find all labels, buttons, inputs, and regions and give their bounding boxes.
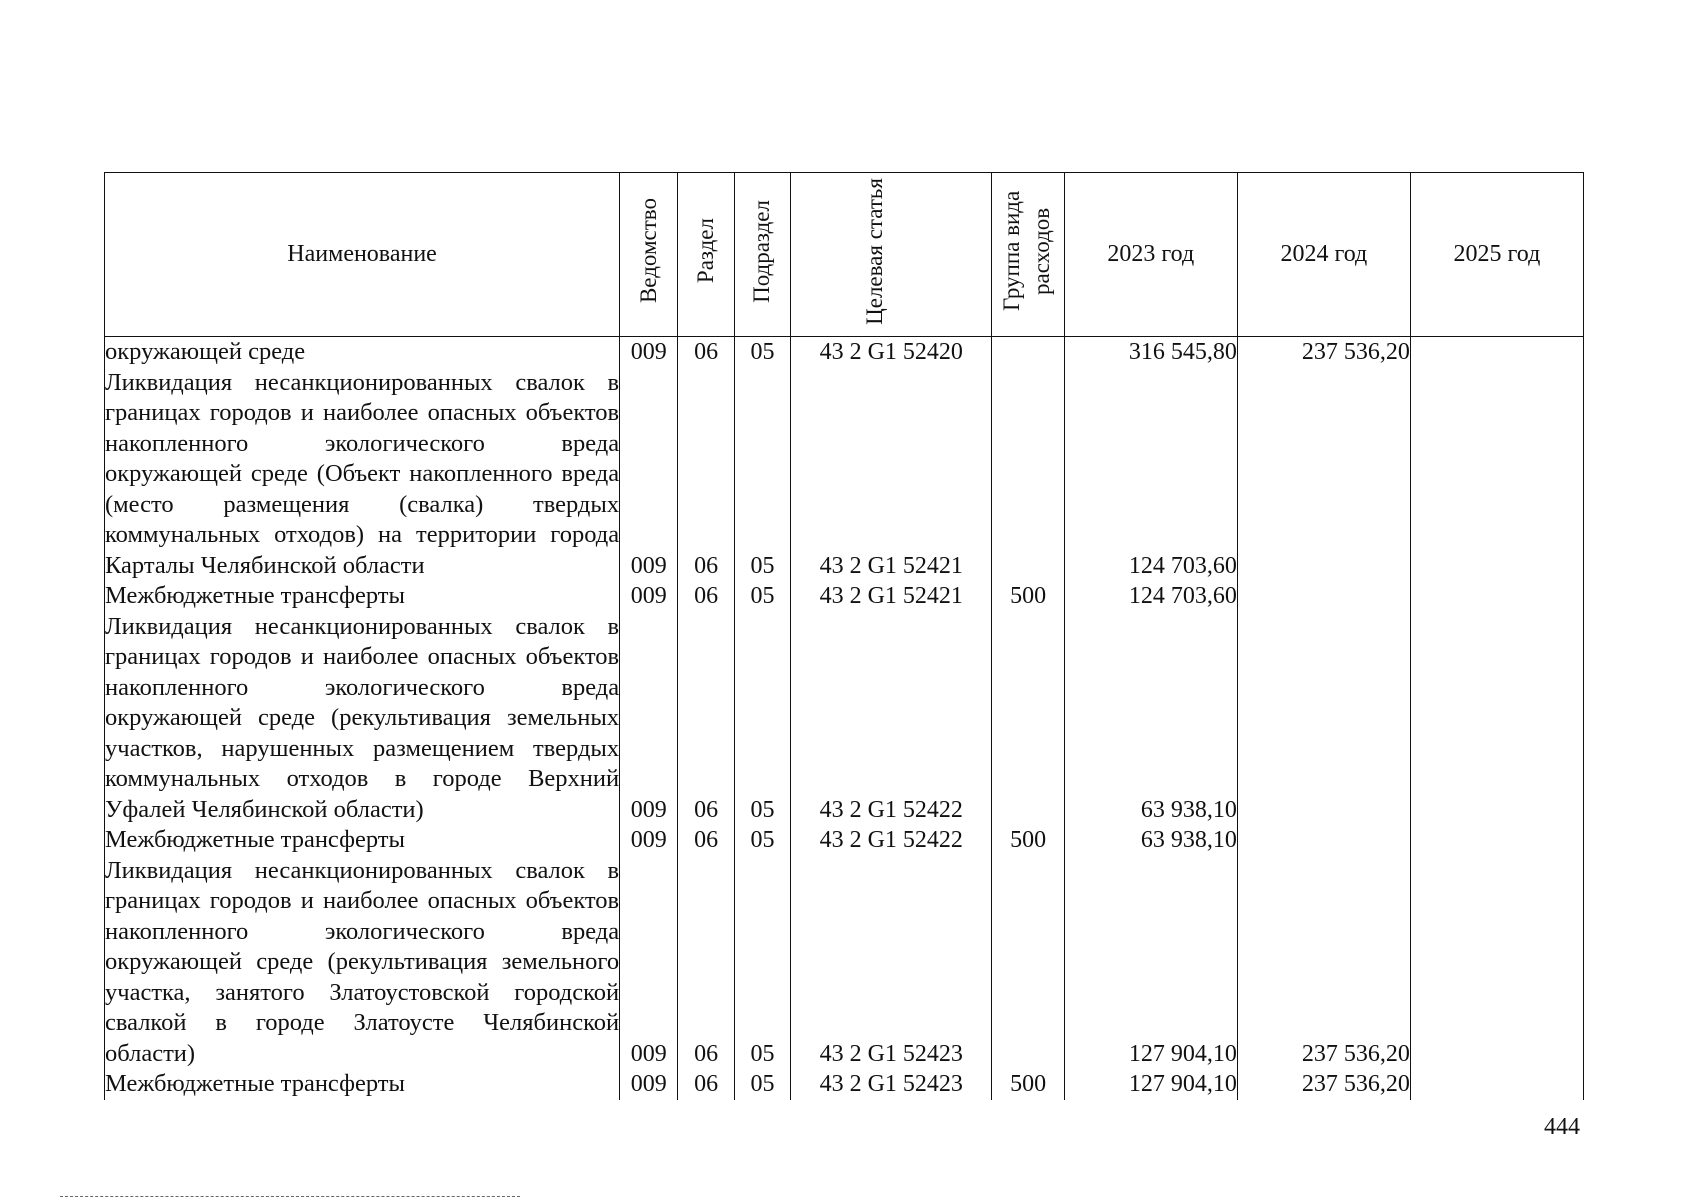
cell-section: 06 [678, 337, 734, 368]
cell-dept: 009 [620, 337, 678, 368]
cell-dept: 009 [620, 612, 678, 826]
cell-year-2023: 316 545,80 [1064, 337, 1237, 368]
header-dept: Ведомство [620, 173, 678, 337]
table-body [105, 337, 1584, 1100]
cell-year-2023: 127 904,10 [1064, 1069, 1237, 1100]
page-number: 444 [1544, 1114, 1580, 1140]
cell-year-2023: 63 938,10 [1064, 612, 1237, 826]
cell-target: 43 2 G1 52422 [791, 612, 992, 826]
header-expense-group: Группа вида расходов [992, 173, 1064, 337]
cell-year-2024 [1237, 581, 1410, 612]
header-2025: 2025 год [1410, 173, 1583, 337]
table-row [105, 825, 1584, 856]
cell-year-2025 [1410, 856, 1583, 1070]
cell-subsection: 05 [734, 612, 790, 826]
cell-group [992, 856, 1064, 1070]
cell-year-2024: 237 536,20 [1237, 856, 1410, 1070]
cell-section: 06 [678, 825, 734, 856]
cell-group: 500 [992, 1069, 1064, 1100]
header-2024: 2024 год [1237, 173, 1410, 337]
cell-year-2024: 237 536,20 [1237, 1069, 1410, 1100]
cell-section: 06 [678, 612, 734, 826]
cell-year-2024 [1237, 368, 1410, 582]
cell-dept: 009 [620, 368, 678, 582]
cell-name: Ликвидация несанкционированных свалок в границах городов и наиболее опасных объектов накопленного экологического вреда окружающей среде (Объект накопленного вреда (место размещения (свалка) твердых коммунальных отходов) на территории города Карталы Челябинской области [105, 368, 620, 582]
cell-year-2025 [1410, 337, 1583, 368]
cell-dept: 009 [620, 1069, 678, 1100]
footer-divider [60, 1196, 520, 1197]
cell-year-2025 [1410, 612, 1583, 826]
cell-year-2023: 63 938,10 [1064, 825, 1237, 856]
cell-target: 43 2 G1 52420 [791, 337, 992, 368]
cell-group [992, 612, 1064, 826]
cell-year-2023: 124 703,60 [1064, 368, 1237, 582]
header-target: Целевая статья [791, 173, 992, 337]
cell-section: 06 [678, 1069, 734, 1100]
cell-section: 06 [678, 581, 734, 612]
table-row [105, 612, 1584, 826]
cell-subsection: 05 [734, 337, 790, 368]
cell-target: 43 2 G1 52423 [791, 856, 992, 1070]
table-header-row [105, 173, 1584, 337]
cell-group: 500 [992, 581, 1064, 612]
cell-dept: 009 [620, 581, 678, 612]
table-row [105, 368, 1584, 582]
cell-name: Ликвидация несанкционированных свалок в границах городов и наиболее опасных объектов накопленного экологического вреда окружающей среде (рекультивация земельных участков, нарушенных размещением твердых коммунальных отходов в городе Верхний Уфалей Челябинской области) [105, 612, 620, 826]
cell-name: окружающей среде [105, 337, 620, 368]
header-section: Раздел [678, 173, 734, 337]
cell-year-2025 [1410, 825, 1583, 856]
cell-group [992, 368, 1064, 582]
cell-year-2024 [1237, 612, 1410, 826]
cell-subsection: 05 [734, 1069, 790, 1100]
table-row [105, 856, 1584, 1070]
cell-year-2025 [1410, 1069, 1583, 1100]
cell-year-2024: 237 536,20 [1237, 337, 1410, 368]
cell-subsection: 05 [734, 581, 790, 612]
cell-group [992, 337, 1064, 368]
cell-target: 43 2 G1 52423 [791, 1069, 992, 1100]
cell-year-2024 [1237, 825, 1410, 856]
cell-subsection: 05 [734, 368, 790, 582]
cell-dept: 009 [620, 856, 678, 1070]
header-name: Наименование [105, 173, 620, 337]
cell-target: 43 2 G1 52421 [791, 368, 992, 582]
cell-target: 43 2 G1 52421 [791, 581, 992, 612]
budget-table [104, 172, 1584, 1100]
cell-dept: 009 [620, 825, 678, 856]
cell-name: Межбюджетные трансферты [105, 581, 620, 612]
cell-name: Межбюджетные трансферты [105, 825, 620, 856]
cell-name: Межбюджетные трансферты [105, 1069, 620, 1100]
header-2023: 2023 год [1064, 173, 1237, 337]
cell-section: 06 [678, 856, 734, 1070]
header-subsection: Подраздел [734, 173, 790, 337]
table-row [105, 581, 1584, 612]
cell-group: 500 [992, 825, 1064, 856]
cell-year-2025 [1410, 368, 1583, 582]
table-row [105, 337, 1584, 368]
cell-year-2023: 124 703,60 [1064, 581, 1237, 612]
cell-subsection: 05 [734, 856, 790, 1070]
table-row [105, 1069, 1584, 1100]
cell-year-2023: 127 904,10 [1064, 856, 1237, 1070]
cell-subsection: 05 [734, 825, 790, 856]
cell-target: 43 2 G1 52422 [791, 825, 992, 856]
cell-name: Ликвидация несанкционированных свалок в границах городов и наиболее опасных объектов накопленного экологического вреда окружающей среде (рекультивация земельного участка, занятого Златоустовской городской свалкой в городе Златоусте Челябинской области) [105, 856, 620, 1070]
cell-section: 06 [678, 368, 734, 582]
cell-year-2025 [1410, 581, 1583, 612]
